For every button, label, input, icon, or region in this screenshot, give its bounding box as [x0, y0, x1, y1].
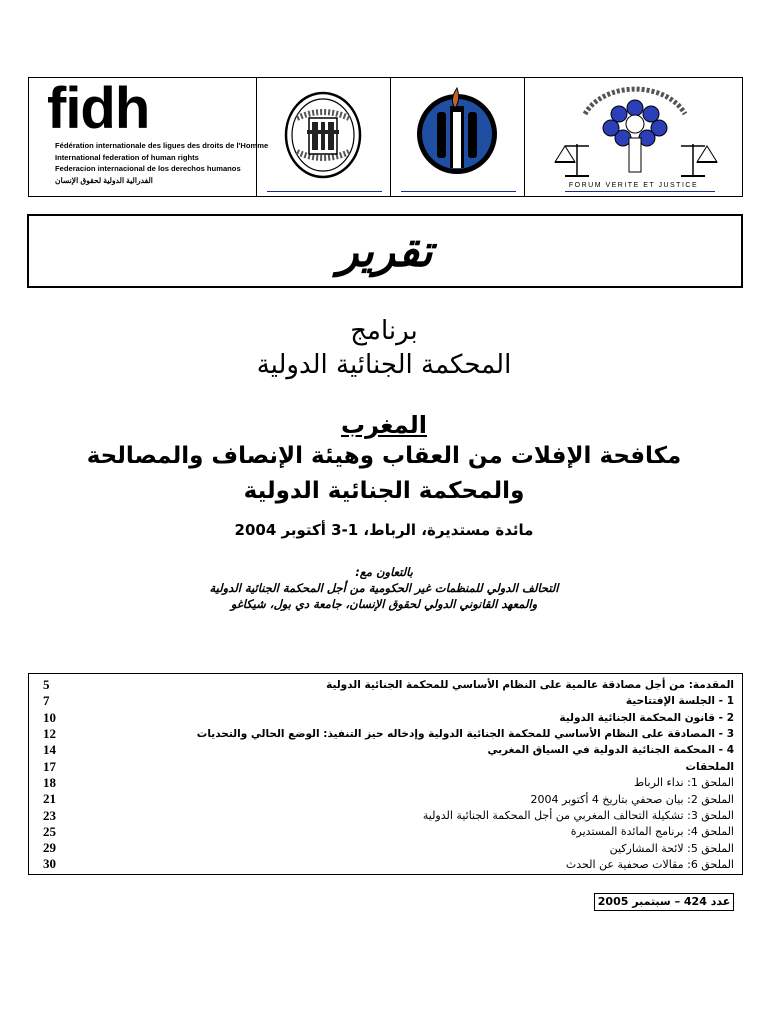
- toc-label: الملحق 1: نداء الرباط: [633, 776, 734, 790]
- toc-label: الملحق 5: لائحة المشاركين: [609, 841, 734, 855]
- toc-page: 25: [43, 823, 56, 839]
- report-title-box: [27, 214, 743, 288]
- country-heading: المغرب: [341, 411, 427, 439]
- collaboration-heading: بالتعاون مع:: [355, 565, 413, 579]
- toc-row[interactable]: [29, 726, 742, 742]
- toc-row[interactable]: [29, 693, 742, 709]
- divider: [267, 191, 382, 192]
- program-heading: برنامج: [350, 316, 418, 346]
- divider: [565, 191, 715, 192]
- toc-label: الملحق 4: برنامج المائدة المستديرة: [570, 825, 734, 839]
- forum-scales-icon: [525, 78, 744, 198]
- toc-label: المقدمة: من أجل مصادقة عالمية على النظام الأساسي للمحكمة الجنائية الدولية: [326, 679, 734, 692]
- toc-label: 3 - المصادقة على النظام الأساسي للمحكمة الجنائية الدولية وإدخاله حيز التنفيذ: الوضع الحالي والتحديات: [196, 728, 734, 741]
- toc-row[interactable]: [29, 677, 742, 693]
- issue-number-box: عدد 424 – سبتمبر 2005: [594, 893, 734, 911]
- subtitle-line-2: والمحكمة الجنائية الدولية: [243, 478, 525, 504]
- toc-page: 18: [43, 774, 56, 790]
- fidh-names: [55, 140, 268, 186]
- toc-page: 12: [43, 726, 56, 742]
- toc-page: 7: [43, 693, 50, 709]
- toc-label: الملحقات: [685, 760, 734, 773]
- toc-label: 4 - المحكمة الجنائية الدولية في السياق المغربي: [487, 744, 734, 757]
- logo-header: [28, 77, 743, 197]
- toc-page: 30: [43, 856, 56, 872]
- toc-row[interactable]: [29, 791, 742, 807]
- toc-page: 29: [43, 840, 56, 856]
- toc-page: 5: [43, 677, 50, 693]
- toc-row[interactable]: [29, 758, 742, 774]
- forum-caption: FORUM VERITE ET JUSTICE: [568, 182, 699, 189]
- toc-row[interactable]: [29, 840, 742, 856]
- toc-page: 23: [43, 807, 56, 823]
- fidh-name-fr: Fédération internationale des ligues des droits de l'Homme: [55, 141, 269, 150]
- toc-row[interactable]: [29, 856, 742, 872]
- toc-page: 17: [43, 758, 56, 774]
- toc-row[interactable]: [29, 807, 742, 823]
- divider: [401, 191, 516, 192]
- toc-label: 1 - الجلسة الإفتتاحية: [625, 695, 734, 708]
- subtitle-line-1: مكافحة الإفلات من العقاب وهيئة الإنصاف والمصالحة: [86, 443, 682, 469]
- toc-page: 21: [43, 791, 56, 807]
- table-of-contents: [28, 673, 743, 875]
- fidh-logo: [29, 76, 269, 196]
- toc-label: الملحق 2: بيان صحفي بتاريخ 4 أكتوبر 2004: [530, 792, 734, 806]
- candle-seal-icon: [391, 78, 525, 198]
- report-title: تقرير: [337, 225, 433, 277]
- collaboration-partner-1: التحالف الدولي للمنظمات غير الحكومية من أجل المحكمة الجنائية الدولية: [209, 581, 559, 595]
- oval-seal-logo: [257, 78, 391, 196]
- fidh-wordmark: fidh: [47, 76, 150, 141]
- toc-label: 2 - قانون المحكمة الجنائية الدولية: [559, 711, 734, 724]
- toc-label: الملحق 6: مقالات صحفية عن الحدث: [565, 857, 734, 871]
- forum-verite-logo: [525, 78, 742, 196]
- icc-heading: المحكمة الجنائية الدولية: [256, 350, 512, 380]
- fidh-name-en: International federation of human rights: [55, 152, 199, 162]
- candle-seal-logo: [391, 78, 525, 196]
- collaboration-partner-2: والمعهد القانوني الدولي لحقوق الإنسان، جامعة دي بول، شيكاغو: [230, 597, 538, 611]
- toc-label: الملحق 3: تشكيلة التحالف المغربي من أجل المحكمة الجنائية الدولية: [422, 809, 734, 823]
- toc-row[interactable]: [29, 775, 742, 791]
- toc-page: 10: [43, 709, 56, 725]
- toc-row[interactable]: [29, 742, 742, 758]
- toc-row[interactable]: [29, 824, 742, 840]
- toc-row[interactable]: [29, 710, 742, 726]
- fidh-name-es: Federacion internacional de los derechos humanos: [55, 164, 241, 173]
- fidh-name-ar: الفدرالية الدولية لحقوق الإنسان: [55, 175, 153, 185]
- oval-seal-icon: [257, 78, 391, 198]
- toc-page: 14: [43, 742, 56, 758]
- event-line: مائدة مستديرة، الرباط، 1-3 أكتوبر 2004: [234, 521, 534, 539]
